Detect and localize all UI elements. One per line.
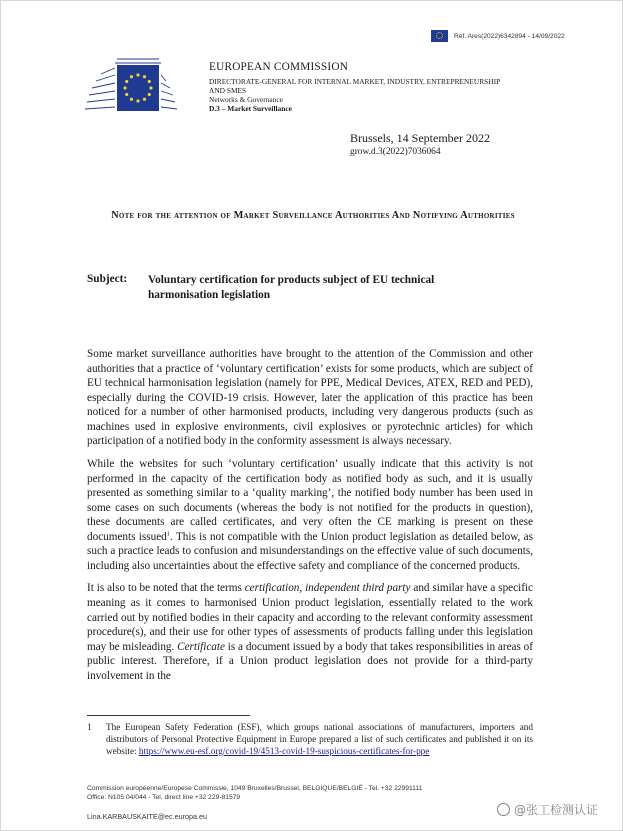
page-footer [87, 784, 422, 803]
paragraph-3 [87, 581, 533, 683]
flag-star [125, 93, 128, 96]
note-title: Note for the attention of Market Surveillance Authorities And Notifying Authorities [111, 210, 515, 221]
eu-flag-icon [431, 30, 448, 42]
paragraph-3-text-c: and similar have a specific meaning as it comes to harmonised Union product legislation, essentially related to the work carried out by notified bodies in their capacity and according to the relevant conformity assessment procedure(s), and their use for other types of assessments of products falling under this legislation may be misleading. [87, 582, 534, 653]
footnote [87, 722, 533, 758]
footer-email[interactable]: Lina.KARBAUSKAITE@ec.europa.eu [87, 812, 207, 821]
subject-label: Subject: [87, 273, 128, 285]
organisation-name: EUROPEAN COMMISSION [209, 61, 349, 73]
european-commission-logo [83, 55, 178, 113]
footnote-divider [87, 715, 250, 716]
letter-body [87, 347, 533, 691]
watermark-icon [497, 803, 510, 816]
flag-star [136, 99, 139, 102]
paragraph-2-text-b: . This is not compatible with the Union product legislation as detailed below, as such a practice leads to confusion and misunderstandings on the effective value of such documents, including also uncertainties about the effective safety and compliance of the concerned products. [87, 530, 533, 572]
footnote-reference[interactable]: 1 [166, 530, 171, 538]
paragraph-3-text-a: It is also to be noted that the terms [87, 582, 245, 595]
letterhead [209, 61, 500, 113]
term-independent-third-party: independent third party [305, 582, 411, 595]
unit-name: D.3 – Market Surveillance [209, 103, 292, 113]
watermark [497, 801, 598, 818]
watermark-text: @张工检测认证 [514, 803, 599, 817]
footnote-number: 1 [87, 722, 92, 732]
document-reference [431, 30, 565, 42]
flag-star [143, 75, 146, 78]
flag-star [148, 93, 151, 96]
footer-office: Office: N105 04/044 - Tel. direct line +32 229-81579 [87, 794, 241, 802]
paragraph-2-text-a: While the websites for such ‘voluntary certification’ usually indicate that this activity is not performed in the capacity of the certification body as notified body as such, and it is usually presented as something similar to a ‘quality marking’, the notified body number has been used in some cases on such documents (whereas the body is not notified for the products in question), these documents are called certificates, and very often the CE marking is present on these documents issued [87, 457, 533, 543]
flag-star [123, 86, 126, 89]
reference-number: Ref. Ares(2022)6342894 - 14/09/2022 [454, 32, 565, 40]
directorate-line-1: DIRECTORATE-GENERAL FOR INTERNAL MARKET, INDUSTRY, ENTREPRENEURSHIP [209, 76, 501, 86]
paragraph-1: Some market surveillance authorities have brought to the attention of the Commission and other authorities that a practice of ‘voluntary certification’ exists for some products, which are subject of EU technical harmonisation legislation (namely for PPE, Medical Devices, ATEX, RED and PED), especially during the COVID-19 crisis. However, later the application of this practice has been noticed for a number of other harmonised products, including very dangerous products (such as machines used in explosive environments, civil explosives or pyrotechnic articles) for which participation of a notified body in the conformity assessment is always necessary. [87, 348, 533, 448]
footnote-text [106, 722, 533, 758]
term-certification: certification [244, 582, 300, 595]
flag-star [136, 73, 139, 76]
footer-address: Commission européenne/Europese Commissie, 1049 Bruxelles/Brussel, BELGIQUE/BELGIË - Tel. +32 22991111 [87, 785, 423, 792]
directorate-sub: Networks & Governance [209, 94, 283, 104]
flag-star [130, 75, 133, 78]
paragraph-3-text-b: , [299, 582, 306, 595]
flag-star [125, 80, 128, 83]
file-reference: grow.d.3(2022)7036064 [350, 147, 441, 157]
place-date: Brussels, 14 September 2022 [350, 131, 490, 145]
footnote-body: The European Safety Federation (ESF), which groups national associations of manufacturers, importers and distributors of Personal Protective Equipment in Europe prepared a list of such certificates and published it on its website: [106, 722, 533, 756]
subject-text: Voluntary certification for products subject of EU technical harmonisation legislation [148, 274, 435, 302]
flag-star [148, 80, 151, 83]
directorate-line-2: AND SMES [209, 85, 247, 95]
flag-star [143, 98, 146, 101]
paragraph-3-text-d: is a document issued by a body that takes responsibilities in areas of public interest. Therefore, if a Union product legislation does not provide for a third-party involvement in the [87, 640, 533, 682]
flag-star [130, 98, 133, 101]
paragraph-2 [87, 457, 533, 574]
footnote-link[interactable]: https://www.eu-esf.org/covid-19/4513-covid-19-suspicious-certificates-for-ppe [138, 745, 430, 756]
term-certificate: Certificate [177, 640, 225, 653]
flag-star [149, 86, 152, 89]
